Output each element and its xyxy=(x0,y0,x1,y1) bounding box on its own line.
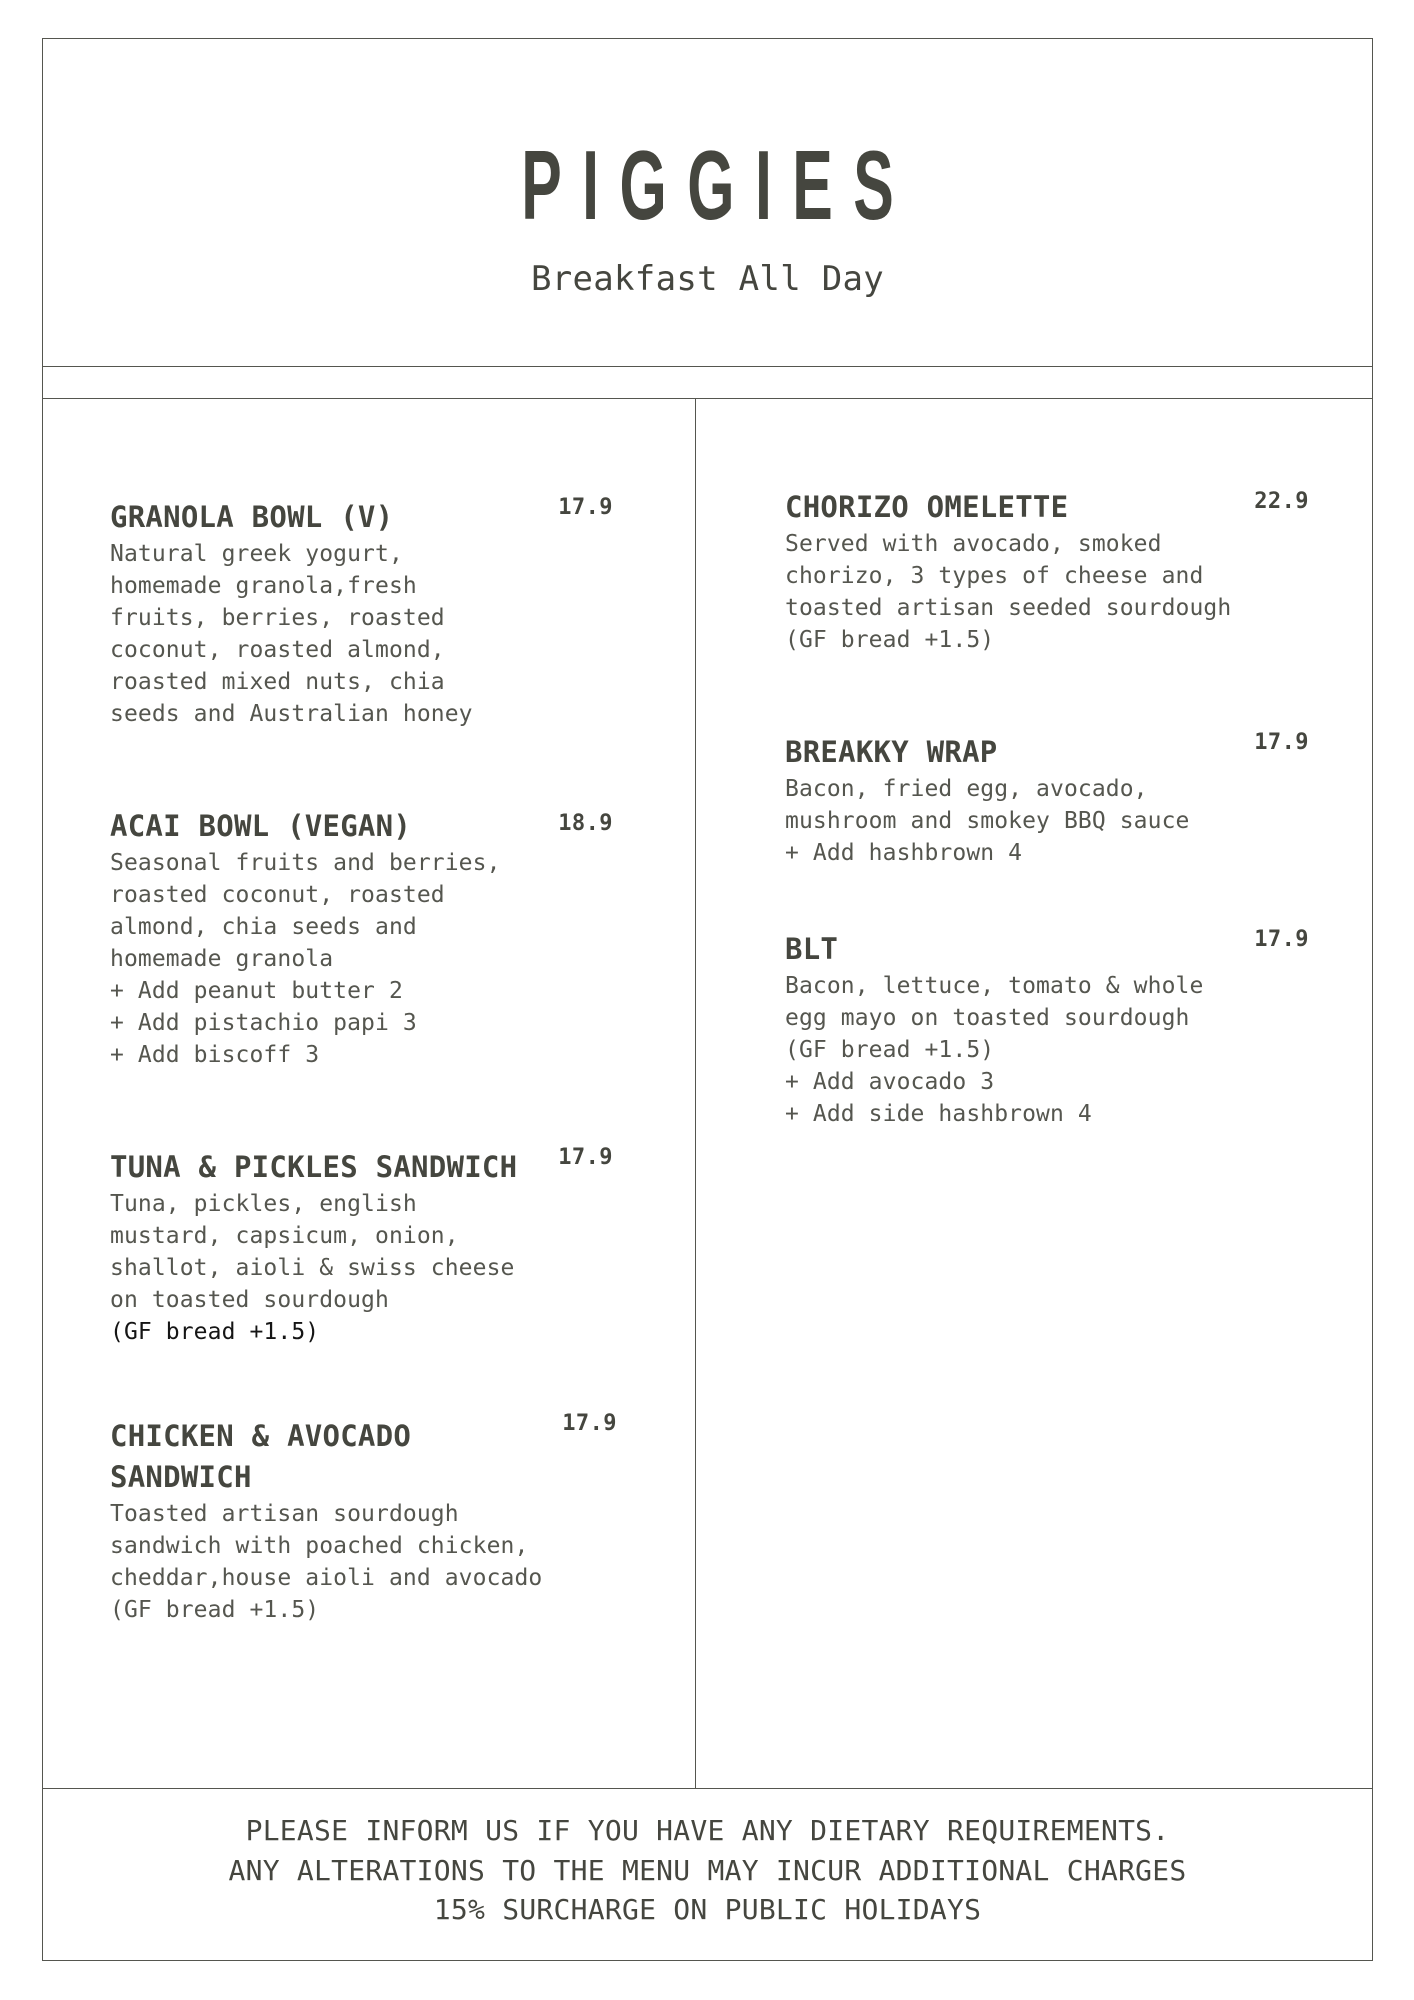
item-addon-line: + Add peanut butter 2 xyxy=(110,978,403,1004)
item-description-line: mushroom and smokey BBQ sauce xyxy=(785,808,1190,834)
item-price: 17.9 xyxy=(562,1411,617,1436)
item-gf-note: (GF bread +1.5) xyxy=(110,1597,320,1623)
item-price: 17.9 xyxy=(1254,730,1309,755)
item-description-line: homemade granola,fresh xyxy=(110,573,417,599)
item-description-line: cheddar,house aioli and avocado xyxy=(110,1565,543,1591)
item-description-line: Natural greek yogurt, xyxy=(110,541,403,567)
menu-item-chorizo-omelette xyxy=(785,487,1309,656)
item-description-line: Served with avocado, smoked xyxy=(785,531,1162,557)
menu-item-breakky-wrap xyxy=(785,732,1309,869)
subtitle: Breakfast All Day xyxy=(530,259,885,299)
item-addon-line: + Add biscoff 3 xyxy=(110,1042,320,1068)
item-description-line: sandwich with poached chicken, xyxy=(110,1533,529,1559)
item-description-line: on toasted sourdough xyxy=(110,1287,389,1313)
menu-item-blt xyxy=(785,929,1309,1130)
menu-item-acai-bowl xyxy=(110,806,613,1071)
item-gf-note: (GF bread +1.5) xyxy=(785,627,995,653)
header-divider-bottom xyxy=(42,398,1373,399)
item-price: 18.9 xyxy=(558,811,613,836)
item-description-line: Tuna, pickles, english xyxy=(110,1191,417,1217)
item-price: 17.9 xyxy=(558,1145,613,1170)
item-description-line: roasted mixed nuts, chia xyxy=(110,669,445,695)
item-description-line: chorizo, 3 types of cheese and xyxy=(785,563,1204,589)
header-divider-top xyxy=(42,366,1373,367)
item-description-line: roasted coconut, roasted xyxy=(110,882,445,908)
item-description-line: homemade granola xyxy=(110,946,334,972)
item-description-line: coconut, roasted almond, xyxy=(110,637,445,663)
item-name: TUNA & PICKLES SANDWICH xyxy=(110,1150,518,1184)
item-addon-line: + Add hashbrown 4 xyxy=(785,840,1023,866)
footer-notice xyxy=(42,1811,1373,1930)
item-name: CHICKEN & AVOCADO SANDWICH xyxy=(110,1419,412,1494)
item-description-line: Toasted artisan sourdough xyxy=(110,1501,459,1527)
item-description-line: toasted artisan seeded sourdough xyxy=(785,595,1232,621)
item-description-line: shallot, aioli & swiss cheese xyxy=(110,1255,515,1281)
brand-title: PIGGIES xyxy=(521,130,915,240)
menu-item-tuna-pickles-sandwich xyxy=(110,1147,613,1348)
item-description-line: Bacon, fried egg, avocado, xyxy=(785,776,1148,802)
header xyxy=(42,130,1373,240)
item-description-line: seeds and Australian honey xyxy=(110,701,473,727)
item-description-line: Seasonal fruits and berries, xyxy=(110,850,501,876)
item-price: 17.9 xyxy=(1254,927,1309,952)
item-price: 17.9 xyxy=(558,495,613,520)
menu-item-granola-bowl xyxy=(110,497,613,730)
item-name: BLT xyxy=(785,932,839,966)
footer-divider xyxy=(42,1788,1373,1789)
item-price: 22.9 xyxy=(1254,489,1309,514)
alterations-notice: ANY ALTERATIONS TO THE MENU MAY INCUR ADDITIONAL CHARGES xyxy=(228,1853,1187,1887)
item-name: ACAI BOWL (VEGAN) xyxy=(110,809,412,843)
item-gf-note: (GF bread +1.5) xyxy=(110,1319,320,1345)
item-addon-line: + Add pistachio papi 3 xyxy=(110,1010,417,1036)
item-gf-note: (GF bread +1.5) xyxy=(785,1037,995,1063)
dietary-notice: PLEASE INFORM US IF YOU HAVE ANY DIETARY REQUIREMENTS. xyxy=(245,1814,1170,1847)
item-description-line: egg mayo on toasted sourdough xyxy=(785,1005,1190,1031)
item-description-line: almond, chia seeds and xyxy=(110,914,417,940)
item-name: GRANOLA BOWL (V) xyxy=(110,500,394,534)
column-divider xyxy=(695,398,696,1788)
item-name: CHORIZO OMELETTE xyxy=(785,490,1069,524)
item-name: BREAKKY WRAP xyxy=(785,735,998,769)
menu-item-chicken-avocado-sandwich xyxy=(110,1411,617,1626)
item-description-line: mustard, capsicum, onion, xyxy=(110,1223,459,1249)
item-description-line: fruits, berries, roasted xyxy=(110,605,445,631)
surcharge-notice: 15% SURCHARGE ON PUBLIC HOLIDAYS xyxy=(433,1893,982,1926)
item-addon-line: + Add avocado 3 xyxy=(785,1069,995,1095)
item-description-line: Bacon, lettuce, tomato & whole xyxy=(785,973,1204,999)
item-addon-line: + Add side hashbrown 4 xyxy=(785,1101,1092,1127)
